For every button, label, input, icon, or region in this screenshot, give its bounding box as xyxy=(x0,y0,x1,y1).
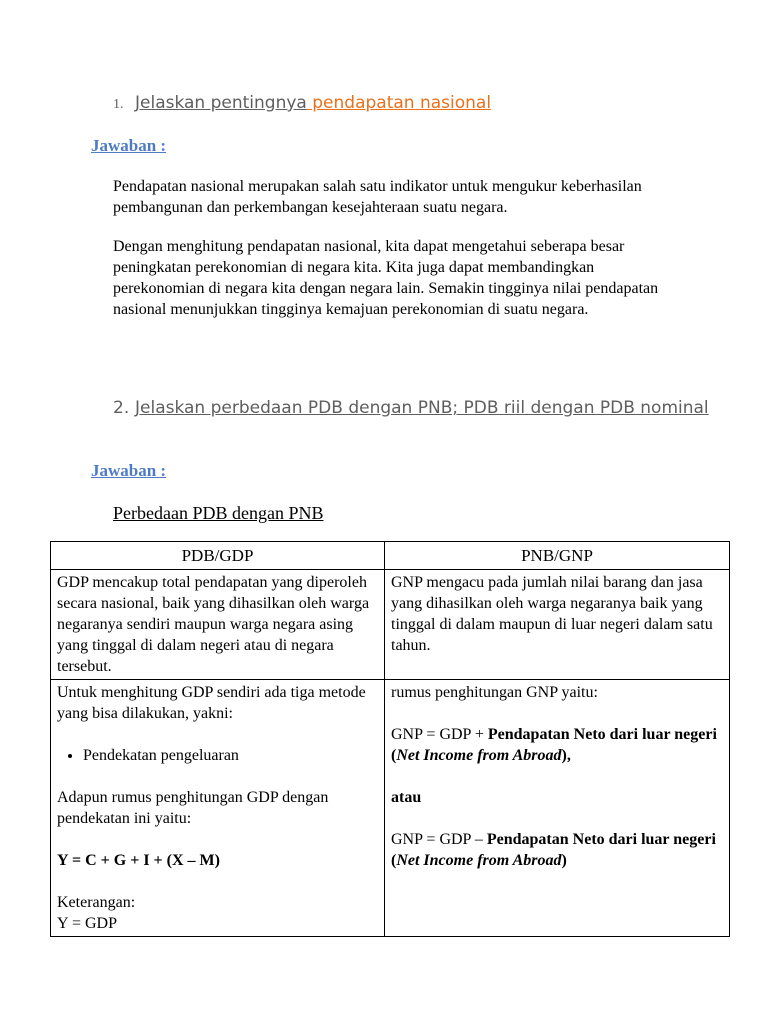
gdp-formula: Y = C + G + I + (X – M) xyxy=(57,852,220,869)
gdp-formula-intro: Adapun rumus penghitungan GDP dengan pendekatan ini yaitu: xyxy=(57,789,329,827)
gdp-method-cell xyxy=(51,680,385,937)
table-row xyxy=(51,570,730,680)
answer-1-paragraph-1: Pendapatan nasional merupakan salah satu indikator untuk mengukur keberhasilan pembangunan dan perkembangan kesejahteraan suatu negara. xyxy=(113,178,642,216)
gnp-definition-cell: GNP mengacu pada jumlah nilai barang dan jasa yang dihasilkan oleh warga negaranya baik yang tinggal di dalam maupun di luar negeri dalam satu tahun. xyxy=(385,570,730,680)
gnp-formula-cell xyxy=(385,680,730,937)
answer-1-paragraph-2: Dengan menghitung pendapatan nasional, kita dapat mengetahui seberapa besar peningkatan perekonomian di negara kita. Kita juga dapat membandingkan perekonomian di negara kita dengan negara lain. Semakin tingginya nilai pendapatan nasional menunjukkan tingginya kemajuan perekonomian di suatu negara. xyxy=(113,238,659,318)
gdp-definition-cell: GDP mencakup total pendapatan yang diperoleh secara nasional, baik yang dihasilkan oleh warga negaranya sendiri maupun warga negara asing yang tinggal di dalam negeri atau di negara tersebut. xyxy=(51,570,385,680)
answer-label-1: Jawaban : xyxy=(91,136,167,155)
question-2-heading xyxy=(113,398,733,419)
gnp-formula-intro: rumus penghitungan GNP yaitu: xyxy=(391,684,598,701)
keterangan-label: Keterangan: xyxy=(57,894,136,911)
section-title: Perbedaan PDB dengan PNB xyxy=(113,503,324,523)
or-label: atau xyxy=(391,789,422,806)
gdp-method-intro: Untuk menghitung GDP sendiri ada tiga metode yang bisa dilakukan, yakni: xyxy=(57,684,366,722)
question-1-number: 1. xyxy=(113,97,124,112)
header-pnb-gnp: PNB/GNP xyxy=(385,542,730,570)
header-pdb-gdp: PDB/GDP xyxy=(51,542,385,570)
keterangan-y: Y = GDP xyxy=(57,915,117,932)
list-item: • Pendekatan pengeluaran xyxy=(83,745,378,766)
gnp-formula-2: GNP = GDP – Pendapatan Neto dari luar negeri (Net Income from Abroad) xyxy=(391,831,716,869)
table-header-row xyxy=(51,542,730,570)
table-row xyxy=(51,680,730,937)
method-list xyxy=(57,745,378,766)
question-1-highlight-link[interactable]: pendapatan nasional xyxy=(306,93,492,113)
question-2-text: Jelaskan perbedaan PDB dengan PNB; PDB riil dengan PDB nominal xyxy=(135,398,709,418)
question-1-heading xyxy=(113,93,733,115)
question-1-text: Jelaskan pentingnya xyxy=(135,93,307,113)
gnp-formula-1: GNP = GDP + Pendapatan Neto dari luar negeri (Net Income from Abroad), xyxy=(391,726,717,764)
comparison-table xyxy=(50,541,730,937)
answer-label-2: Jawaban : xyxy=(91,461,167,480)
question-2-number: 2. xyxy=(113,398,130,418)
